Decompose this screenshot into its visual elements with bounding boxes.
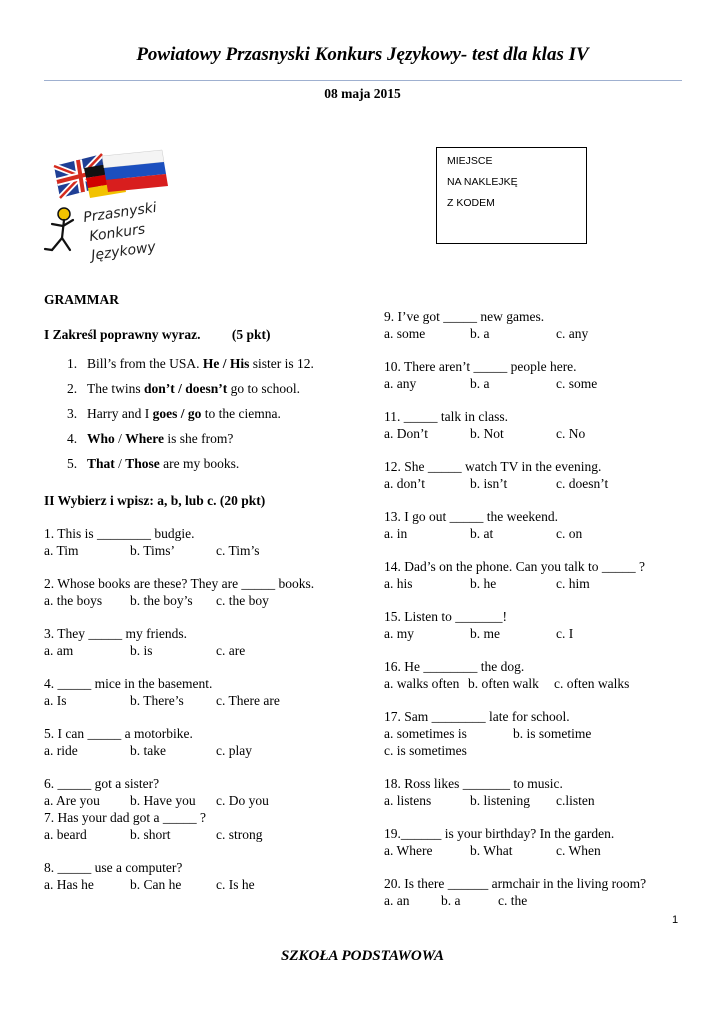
choice-option[interactable]: Who: [87, 431, 115, 446]
question-text: 16. He ________ the dog.: [384, 659, 525, 674]
question-9: [384, 308, 684, 342]
option-c[interactable]: c. the boy: [216, 593, 269, 608]
option-a[interactable]: a. his: [384, 576, 413, 591]
stick-figure-icon: [45, 208, 73, 250]
question-text: 15. Listen to _______!: [384, 609, 507, 624]
list-item: 5. That / Those are my books.: [67, 456, 240, 471]
question-17: [384, 708, 684, 759]
option-a[interactable]: a. listens: [384, 793, 432, 808]
section1-heading: [44, 326, 344, 343]
section2-heading: II Wybierz i wpisz: a, b, lub c. (20 pkt): [44, 493, 266, 508]
option-a[interactable]: a. sometimes is: [384, 726, 467, 741]
footer-school-name: SZKOŁA PODSTAWOWA: [281, 948, 444, 964]
option-c[interactable]: c. often walks: [554, 676, 630, 691]
question-text: 19.______ is your birthday? In the garden.: [384, 826, 615, 841]
option-c[interactable]: c. play: [216, 743, 252, 758]
question-text: 14. Dad’s on the phone. Can you talk to _____ ?: [384, 559, 645, 574]
option-c[interactable]: c. the: [498, 893, 528, 908]
option-b[interactable]: b. is: [130, 643, 153, 658]
option-b[interactable]: b. listening: [470, 793, 530, 808]
section1-list: [67, 355, 344, 480]
sticker-placeholder-box: [436, 147, 587, 244]
option-b[interactable]: b. short: [130, 827, 171, 842]
option-b[interactable]: b. take: [130, 743, 166, 758]
option-b[interactable]: b. at: [470, 526, 494, 541]
question-7: [44, 809, 344, 843]
question-12: [384, 458, 684, 492]
option-a[interactable]: a. the boys: [44, 593, 103, 608]
option-b[interactable]: b. a: [470, 376, 490, 391]
option-a[interactable]: a. my: [384, 626, 414, 641]
question-14: [384, 558, 684, 592]
question-8: [44, 859, 344, 893]
question-text: 9. I’ve got _____ new games.: [384, 309, 545, 324]
option-a[interactable]: a. Where: [384, 843, 433, 858]
document-title: Powiatowy Przasnyski Konkurs Językowy- test dla klas IV: [136, 44, 589, 65]
option-b[interactable]: b. me: [470, 626, 500, 641]
option-c[interactable]: c. him: [556, 576, 590, 591]
question-text: 13. I go out _____ the weekend.: [384, 509, 558, 524]
question-text: 17. Sam ________ late for school.: [384, 709, 570, 724]
option-c[interactable]: c. doesn’t: [556, 476, 609, 491]
question-19: [384, 825, 684, 859]
option-a[interactable]: a. Tim: [44, 543, 79, 558]
question-text: 5. I can _____ a motorbike.: [44, 726, 193, 741]
svg-text:Konkurs: Konkurs: [88, 221, 147, 245]
option-b[interactable]: b. isn’t: [470, 476, 508, 491]
option-c[interactable]: c. No: [556, 426, 586, 441]
option-a[interactable]: a. ride: [44, 743, 78, 758]
grammar-heading: GRAMMAR: [44, 292, 119, 307]
option-b[interactable]: b. a: [470, 326, 490, 341]
choice-option[interactable]: Those: [125, 456, 160, 471]
choice-option[interactable]: Where: [125, 431, 165, 446]
choice-option[interactable]: He / His: [202, 356, 250, 371]
list-item: 4. Who / Where is she from?: [67, 431, 234, 446]
option-c[interactable]: c. Is he: [216, 877, 255, 892]
question-18: [384, 775, 684, 809]
question-text: 20. Is there ______ armchair in the living room?: [384, 876, 647, 891]
option-a[interactable]: a. Is: [44, 693, 67, 708]
list-item: 2. The twins don’t / doesn’t go to school.: [67, 381, 301, 396]
option-b[interactable]: b. Not: [470, 426, 504, 441]
option-b[interactable]: b. is sometime: [513, 726, 592, 741]
question-text: 12. She _____ watch TV in the evening.: [384, 459, 602, 474]
question-text: 4. _____ mice in the basement.: [44, 676, 213, 691]
option-b[interactable]: b. a: [441, 893, 461, 908]
question-text: 6. _____ got a sister?: [44, 776, 160, 791]
option-c[interactable]: c.listen: [556, 793, 595, 808]
option-a[interactable]: a. in: [384, 526, 408, 541]
list-item: 3. Harry and I goes / go to the ciemna.: [67, 406, 281, 421]
option-c[interactable]: c. I: [556, 626, 574, 641]
question-1: [44, 525, 344, 559]
option-c[interactable]: c. strong: [216, 827, 263, 842]
sticker-box-line: NA NAKLEJKĘ: [447, 176, 518, 188]
document-date: 08 maja 2015: [324, 86, 401, 101]
question-text: 2. Whose books are these? They are _____ books.: [44, 576, 315, 591]
option-b[interactable]: b. What: [470, 843, 513, 858]
question-text: 11. _____ talk in class.: [384, 409, 508, 424]
list-item: 1. Bill’s from the USA. He / His sister is 12.: [67, 356, 314, 371]
option-c[interactable]: c. There are: [216, 693, 280, 708]
sticker-box-line: MIEJSCE: [447, 155, 493, 167]
question-text: 7. Has your dad got a _____ ?: [44, 810, 206, 825]
svg-text:Przasnyski: Przasnyski: [82, 199, 158, 226]
option-c[interactable]: c. is sometimes: [384, 743, 467, 758]
right-column: [384, 308, 684, 909]
choice-option[interactable]: don’t / doesn’t: [144, 381, 228, 396]
option-a[interactable]: a. beard: [44, 827, 87, 842]
question-10: [384, 358, 684, 392]
russian-flag-icon: [102, 150, 168, 192]
question-6: [44, 775, 344, 809]
question-3: [44, 625, 344, 659]
question-13: [384, 508, 684, 542]
option-c[interactable]: c. Tim’s: [216, 543, 260, 558]
sticker-box-line: Z KODEM: [447, 197, 495, 209]
option-c[interactable]: c. are: [216, 643, 246, 658]
page-number: 1: [672, 914, 679, 926]
option-a[interactable]: a. Are you: [44, 793, 100, 808]
section1-title: I Zakreśl poprawny wyraz.: [44, 327, 201, 342]
question-16: [384, 658, 684, 692]
question-text: 8. _____ use a computer?: [44, 860, 183, 875]
option-b[interactable]: b. Tims’: [130, 543, 176, 558]
question-2: [44, 575, 344, 609]
left-column: [44, 291, 344, 893]
question-20: [384, 875, 684, 909]
option-a[interactable]: a. some: [384, 326, 426, 341]
question-text: 18. Ross likes _______ to music.: [384, 776, 563, 791]
svg-text:Językowy: Językowy: [90, 239, 157, 264]
choice-option[interactable]: That: [87, 456, 115, 471]
choice-option[interactable]: goes / go: [152, 406, 202, 421]
option-a[interactable]: a. don’t: [384, 476, 425, 491]
question-text: 3. They _____ my friends.: [44, 626, 187, 641]
header-divider: [44, 80, 682, 81]
section1-points: (5 pkt): [231, 327, 271, 342]
option-b[interactable]: b. Can he: [130, 877, 182, 892]
question-4: [44, 675, 344, 709]
option-a[interactable]: a. any: [384, 376, 417, 391]
option-b[interactable]: b. the boy’s: [130, 593, 193, 608]
option-a[interactable]: a. am: [44, 643, 74, 658]
question-5: [44, 725, 344, 759]
contest-logo: [40, 146, 180, 266]
option-b[interactable]: b. There’s: [130, 693, 184, 708]
option-c[interactable]: c. on: [556, 526, 583, 541]
option-b[interactable]: b. he: [470, 576, 497, 591]
option-b[interactable]: b. Have you: [130, 793, 196, 808]
option-c[interactable]: c. some: [556, 376, 598, 391]
option-a[interactable]: a. Don’t: [384, 426, 428, 441]
option-b[interactable]: b. often walk: [468, 676, 539, 691]
option-c[interactable]: c. When: [556, 843, 601, 858]
question-text: 1. This is ________ budgie.: [44, 526, 195, 541]
question-11: [384, 408, 684, 442]
question-15: [384, 608, 684, 642]
option-c[interactable]: c. Do you: [216, 793, 269, 808]
option-a[interactable]: a. an: [384, 893, 410, 908]
option-a[interactable]: a. Has he: [44, 877, 94, 892]
question-text: 10. There aren’t _____ people here.: [384, 359, 577, 374]
option-a[interactable]: a. walks often: [384, 676, 460, 691]
option-c[interactable]: c. any: [556, 326, 589, 341]
